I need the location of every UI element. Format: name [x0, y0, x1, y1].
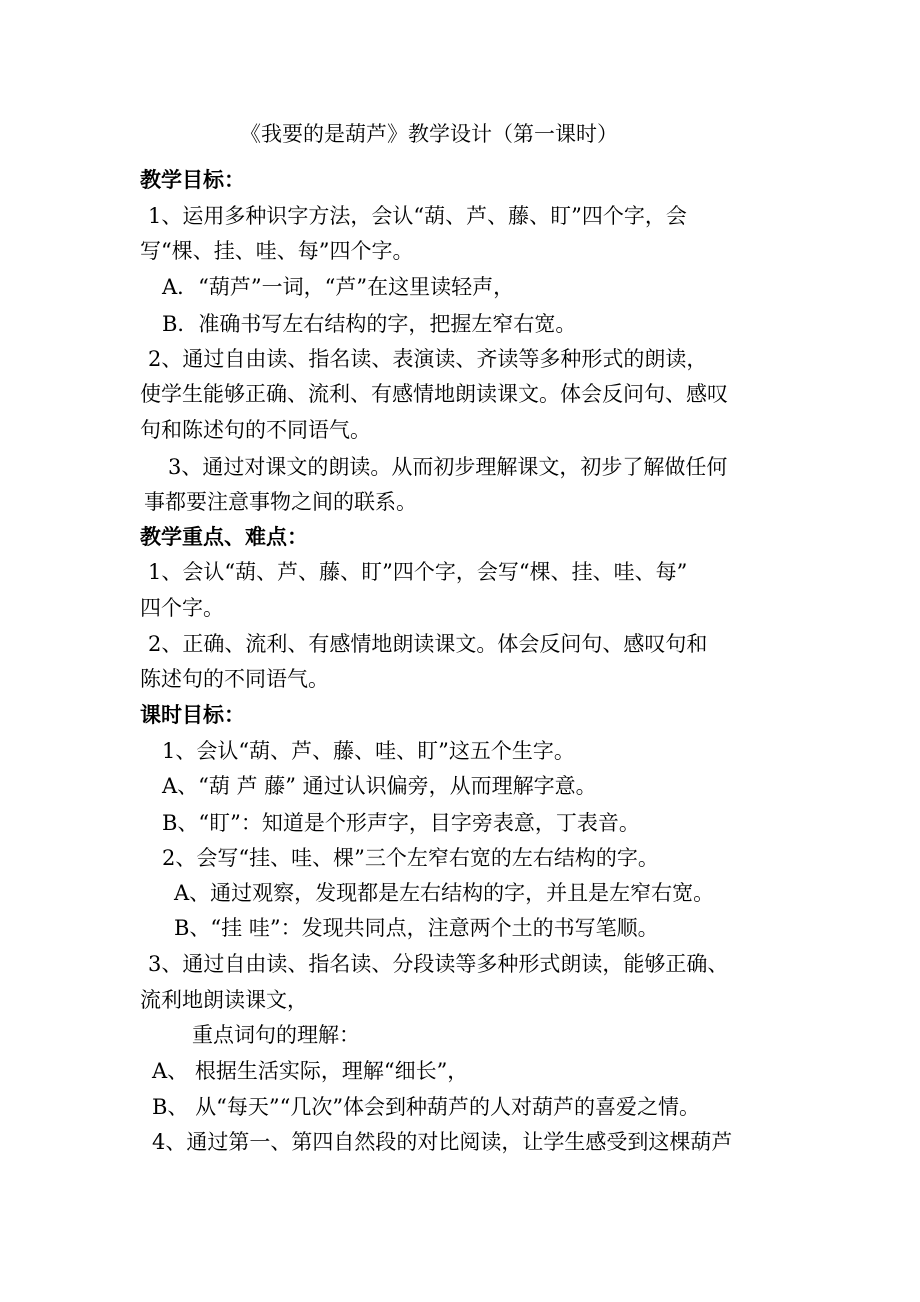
paragraph-line: A、通过观察，发现都是左右结构的字，并且是左窄右宽。	[174, 881, 715, 905]
paragraph-line: 事都要注意事物之间的联系。	[144, 490, 417, 514]
document-title: 《我要的是葫芦》教学设计（第一课时）	[240, 122, 618, 146]
paragraph-line: B．准确书写左右结构的字，把握左窄右宽。	[162, 312, 577, 336]
paragraph-line: 3、通过自由读、指名读、分段读等多种形式朗读，能够正确、	[148, 952, 729, 976]
paragraph-line: 4、通过第一、第四自然段的对比阅读，让学生感受到这棵葫芦	[152, 1130, 733, 1154]
paragraph-line: 2、会写“挂、哇、棵”三个左窄右宽的左右结构的字。	[162, 846, 659, 870]
paragraph-line: A．“葫芦”一词，“芦”在这里读轻声，	[162, 275, 515, 299]
paragraph-line: 四个字。	[140, 596, 224, 620]
paragraph-line: 2、通过自由读、指名读、表演读、齐读等多种形式的朗读，	[148, 347, 708, 371]
section-heading-key-points: 教学重点、难点：	[140, 525, 308, 549]
paragraph-line: A、“葫 芦 藤” 通过认识偏旁，从而理解字意。	[162, 774, 597, 798]
paragraph-line: B、 从“每天”“几次”体会到种葫芦的人对葫芦的喜爱之情。	[152, 1095, 701, 1119]
paragraph-line: 使学生能够正确、流利、有感情地朗读课文。体会反问句、感叹	[140, 382, 728, 406]
paragraph-line: 3、通过对课文的朗读。从而初步理解课文，初步了解做任何	[168, 455, 728, 479]
paragraph-line: B、“盯”：知道是个形声字，目字旁表意，丁表音。	[162, 811, 640, 835]
paragraph-line: B、“挂 哇”：发现共同点，注意两个土的书写笔顺。	[174, 916, 659, 940]
paragraph-line: 1、会认“葫、芦、藤、盯”四个字，会写“棵、挂、哇、每”	[148, 560, 688, 584]
paragraph-line: 1、运用多种识字方法，会认“葫、芦、藤、盯”四个字，会	[148, 204, 687, 228]
paragraph-line: A、 根据生活实际，理解“细长”，	[152, 1059, 469, 1083]
paragraph-line: 流利地朗读课文，	[140, 988, 308, 1012]
paragraph-line: 句和陈述句的不同语气。	[140, 418, 371, 442]
paragraph-line: 重点词句的理解：	[192, 1023, 360, 1047]
paragraph-line: 写“棵、挂、哇、每”四个字。	[140, 239, 414, 263]
section-heading-objectives: 教学目标：	[140, 168, 245, 192]
section-heading-lesson-goals: 课时目标：	[140, 703, 245, 727]
paragraph-line: 陈述句的不同语气。	[140, 667, 329, 691]
paragraph-line: 2、正确、流利、有感情地朗读课文。体会反问句、感叹句和	[148, 632, 708, 656]
paragraph-line: 1、会认“葫、芦、藤、哇、盯”这五个生字。	[162, 739, 575, 763]
